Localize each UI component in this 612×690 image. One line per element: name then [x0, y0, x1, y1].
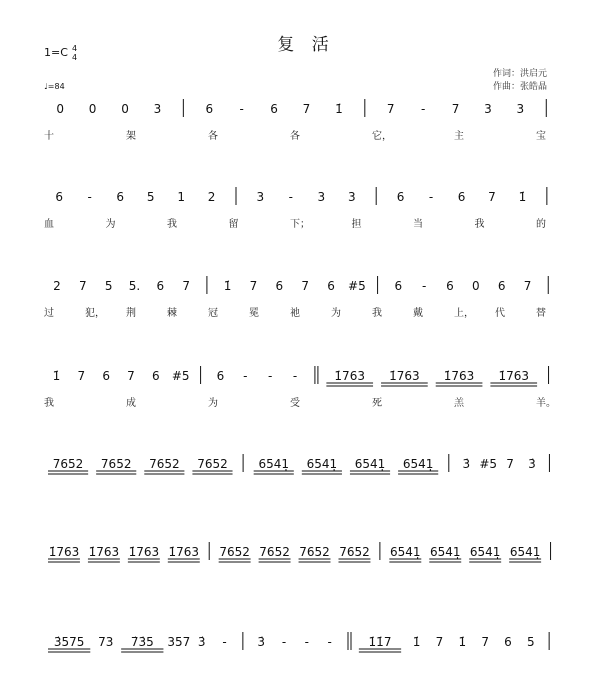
note: 6541̣	[306, 457, 338, 471]
note: 3̇	[257, 635, 265, 649]
lyric-syllable: 羔	[454, 398, 464, 409]
lyric-syllable: 下；	[290, 219, 310, 230]
note: 7	[182, 279, 191, 293]
note: 6	[446, 279, 454, 293]
note: 1̇763	[88, 545, 120, 559]
lyric-syllable: 我	[474, 219, 485, 230]
note: 7	[435, 635, 444, 649]
note: 3	[153, 102, 162, 116]
composer-credit: 作曲：张皓晶	[493, 82, 548, 92]
lyric-syllable: 死	[372, 398, 382, 409]
note: 6	[504, 635, 512, 649]
note: 5	[104, 279, 113, 293]
note: 1̇763	[443, 369, 475, 383]
lyric-syllable: 它，	[372, 131, 392, 142]
note: 6	[152, 369, 160, 383]
note: 1̇763	[128, 545, 160, 559]
note: 0	[88, 102, 97, 116]
lyric-syllable: 替	[536, 308, 546, 319]
note: 7	[506, 457, 514, 471]
lyric-syllable: 为	[105, 219, 116, 230]
lyric-syllable: 的	[536, 219, 546, 230]
note: 1̇	[518, 190, 527, 204]
note: -	[268, 369, 273, 383]
note: 3̇575	[53, 635, 85, 649]
note: 6541̣	[509, 545, 541, 559]
note: 6	[457, 190, 466, 204]
note: 6	[327, 279, 335, 293]
meter-bottom: 4	[72, 53, 78, 62]
note: 1̇763	[168, 545, 200, 559]
lyric-syllable: 血	[44, 219, 54, 230]
note: 2	[53, 279, 61, 293]
note: 3	[347, 190, 356, 204]
note: 0	[56, 102, 65, 116]
note: 2	[207, 190, 216, 204]
note: -	[428, 190, 434, 204]
note: 7652	[339, 545, 370, 559]
lyric-syllable: 为	[208, 398, 218, 409]
lyric-syllable: 我	[44, 398, 54, 409]
key-signature: 1=C	[44, 46, 68, 59]
lyric-syllable: 我	[167, 219, 177, 230]
note: -	[87, 190, 92, 204]
lyric-syllable: 主	[454, 131, 464, 142]
lyric-syllable: 犯，	[85, 308, 105, 319]
note: 7	[77, 369, 86, 383]
note: 1̇	[223, 279, 232, 293]
note: 7652	[52, 457, 84, 471]
note: 3	[317, 190, 326, 204]
note: 0	[121, 102, 129, 116]
note: #5	[479, 457, 498, 471]
note: 3̇	[462, 457, 471, 471]
note: -	[304, 635, 310, 649]
note: 6	[216, 369, 225, 383]
note: 1̇	[412, 635, 421, 649]
note: -	[421, 279, 427, 293]
note: 6541̣	[402, 457, 434, 471]
note: 7652	[259, 545, 290, 559]
note: 6	[156, 279, 165, 293]
note: 1̇763	[334, 369, 365, 383]
note: 7652	[100, 457, 132, 471]
note: 5	[527, 635, 535, 649]
note: 7	[249, 279, 258, 293]
lyric-syllable: 受	[290, 398, 300, 409]
note: 7	[488, 190, 496, 204]
note: 73	[98, 635, 114, 649]
note: 6	[55, 190, 64, 204]
lyric-syllable: 代	[495, 308, 505, 319]
lyric-syllable: 架	[126, 131, 136, 142]
note: 6	[102, 369, 110, 383]
lyricist-credit: 作词：洪启元	[493, 69, 548, 79]
lyric-syllable: 祂	[290, 308, 300, 319]
note: 1	[177, 190, 185, 204]
note: 6541̣	[429, 545, 461, 559]
note: -	[222, 635, 227, 649]
note: 3	[484, 102, 492, 116]
note: 1̇763	[498, 369, 530, 383]
note: 1̇763	[389, 369, 420, 383]
note: #5	[348, 279, 366, 293]
note: -	[239, 102, 244, 116]
note: 1̇	[458, 635, 467, 649]
note: 6541̣	[258, 457, 290, 471]
note: 0	[472, 279, 480, 293]
note: 5	[146, 190, 155, 204]
lyric-syllable: 成	[126, 398, 136, 409]
note: 1̇	[52, 369, 61, 383]
note: -	[243, 369, 248, 383]
lyric-syllable: 棘	[167, 308, 177, 319]
note: 3	[516, 102, 525, 116]
lyric-syllable: 我	[372, 308, 382, 319]
note: 6	[394, 279, 403, 293]
note: 7	[78, 279, 87, 293]
note: -	[420, 102, 426, 116]
note: -	[288, 190, 294, 204]
note: 6541̣	[354, 457, 386, 471]
lyric-syllable: 当	[413, 219, 423, 230]
note: 1̇1̇7	[368, 635, 392, 649]
lyric-syllable: 戴	[413, 308, 423, 319]
note: 7	[302, 102, 311, 116]
note: -	[327, 635, 332, 649]
lyric-syllable: 过	[44, 308, 54, 319]
note: 6	[396, 190, 405, 204]
note: 7652	[299, 545, 330, 559]
lyric-syllable: 为	[331, 308, 341, 319]
note: 1̇763	[48, 545, 80, 559]
song-title: 复 活	[277, 35, 335, 55]
note: -	[292, 369, 298, 383]
lyric-syllable: 留	[228, 219, 239, 230]
note: 7	[523, 279, 532, 293]
tempo-mark: ♩=84	[44, 82, 65, 91]
lyric-syllable: 各	[208, 131, 218, 142]
note: 6	[270, 102, 278, 116]
lyric-syllable: 冠	[208, 308, 218, 319]
lyric-syllable: 冕	[249, 308, 259, 319]
note: 6541̣	[469, 545, 501, 559]
lyric-syllable: 羊。	[536, 398, 556, 409]
note: 7	[127, 369, 135, 383]
note: 6	[275, 279, 284, 293]
lyric-syllable: 宝	[536, 131, 546, 142]
note: -	[281, 635, 287, 649]
lyric-syllable: 担	[351, 219, 362, 230]
note: #5	[171, 369, 190, 383]
note: 1̇	[335, 102, 343, 116]
note: 6	[497, 279, 506, 293]
note: 6	[205, 102, 214, 116]
note: 6541̣	[390, 545, 421, 559]
note: 7	[481, 635, 489, 649]
note: 357	[167, 635, 191, 649]
note: 7̇3̇5	[130, 635, 154, 649]
note: 3̇	[197, 635, 206, 649]
note: 7652	[197, 457, 228, 471]
note: 5.	[128, 279, 141, 293]
meter-top: 4	[72, 44, 78, 53]
note: 7652	[219, 545, 250, 559]
note: 3̇	[528, 457, 536, 471]
note: 7	[301, 279, 309, 293]
note: 6	[116, 190, 125, 204]
lyric-syllable: 十	[44, 131, 54, 142]
lyric-syllable: 上，	[454, 308, 474, 319]
note: 7652	[149, 457, 180, 471]
lyric-syllable: 各	[290, 131, 300, 142]
lyric-syllable: 荆	[126, 308, 136, 319]
note: 7	[451, 102, 460, 116]
note: 3	[256, 190, 265, 204]
note: 7	[386, 102, 395, 116]
